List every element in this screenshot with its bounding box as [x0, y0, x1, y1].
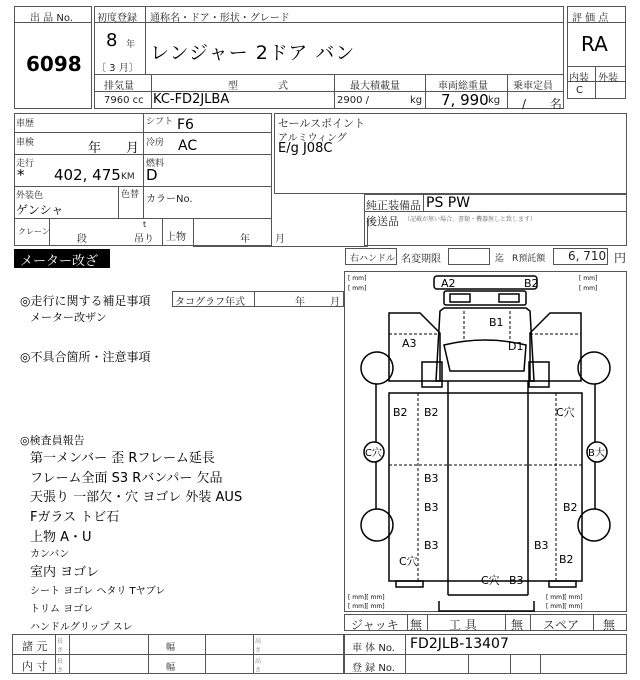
width-label: 幅: [166, 663, 176, 673]
spec-label: 諸 元: [22, 640, 48, 653]
jack-value: 無: [410, 618, 423, 632]
svg-text:B2: B2: [524, 277, 539, 290]
inspector-report-label: ◎検査員報告: [20, 434, 85, 447]
exterior-label: 外装: [598, 73, 618, 84]
height-label: 高さ: [255, 638, 262, 654]
mileage-supplement-label: ◎走行に関する補足事項: [20, 294, 151, 308]
model-label-1: 型: [228, 81, 238, 92]
svg-text:B3: B3: [424, 501, 439, 514]
svg-text:B3: B3: [424, 539, 439, 552]
interior-grade: C: [576, 85, 583, 96]
svg-text:[ mm][ mm]: [ mm][ mm]: [348, 594, 385, 601]
grade-score: RA: [581, 32, 608, 56]
svg-text:B2: B2: [563, 501, 578, 514]
first-registration-label: 初度登録: [97, 13, 137, 24]
spare-value: 無: [603, 618, 616, 632]
first-registration-month: 〔 3 月〕: [96, 63, 139, 74]
svg-text:C穴: C穴: [481, 574, 500, 587]
lot-number-label: 出 品 No.: [30, 13, 73, 24]
inspection-month: 月: [126, 141, 140, 156]
length-label: 長さ: [57, 638, 64, 654]
tool-label: 工 具: [449, 618, 477, 632]
model-code: KC-FD2JLBA: [153, 92, 230, 107]
displacement: 7960 cc: [104, 95, 144, 106]
svg-text:B3: B3: [424, 472, 439, 485]
sales-points-label: セールスポイント: [278, 117, 366, 130]
svg-text:[ mm]: [ mm]: [579, 275, 598, 282]
ac-label: 冷房: [146, 138, 165, 148]
report-line: トリム ヨゴレ: [30, 604, 94, 615]
genuine-equipment: PS PW: [426, 195, 471, 211]
history-label: 車歴: [16, 119, 35, 129]
svg-text:B1: B1: [489, 316, 504, 329]
svg-text:B2: B2: [424, 406, 439, 419]
inspection-year: 年: [88, 141, 102, 156]
height-label: 高さ: [255, 658, 262, 674]
report-line: ハンドルグリップ スレ: [30, 622, 133, 633]
width-label: 幅: [166, 643, 176, 653]
displacement-label: 排気量: [104, 81, 134, 92]
inspection-label: 車検: [16, 138, 35, 148]
body-label: 上物: [166, 232, 186, 243]
lot-number: 6098: [26, 52, 82, 76]
meter-tampered-banner: メーター改ざん車: [14, 249, 110, 268]
svg-text:B2: B2: [559, 553, 574, 566]
gross-weight: 7, 990: [441, 91, 489, 109]
color-change-label: 色替: [121, 190, 140, 200]
gross-weight-unit: kg: [488, 95, 501, 106]
report-line: 天張り 一部欠・穴 ヨゴレ 外装 AUS: [30, 490, 243, 505]
color-number-label: カラーNo.: [146, 194, 193, 205]
svg-text:[ mm]: [ mm]: [348, 285, 367, 292]
name-change-deadline: [448, 248, 490, 265]
crane-label: クレーン: [18, 227, 50, 236]
tachograph-label: タコグラフ年式: [175, 297, 245, 308]
svg-text:[ mm][ mm]: [ mm][ mm]: [348, 603, 385, 610]
tachograph-month: 月: [330, 297, 340, 308]
body-month: 月: [275, 234, 285, 245]
gross-weight-label: 車両総重量: [438, 81, 488, 92]
svg-text:C穴: C穴: [365, 448, 382, 459]
svg-text:[ mm][ mm]: [ mm][ mm]: [546, 603, 583, 610]
report-line: Fガラス トビ石: [30, 510, 120, 525]
svg-text:A2: A2: [441, 277, 456, 290]
svg-text:B大: B大: [588, 448, 605, 459]
report-line: カンバン: [30, 549, 70, 560]
capacity-label: 乗車定員: [513, 81, 553, 92]
color-label: 外装色: [16, 191, 44, 201]
max-load-label: 最大積載量: [350, 81, 400, 92]
chassis-number: FD2JLB-13407: [410, 636, 509, 652]
max-load: 2900 /: [337, 95, 369, 106]
max-load-unit: kg: [410, 95, 423, 106]
recycle-deposit-value: 6, 710: [568, 249, 607, 263]
year-unit: 年: [126, 40, 136, 50]
fuel-value: D: [146, 166, 158, 184]
report-line: 第一メンバー 歪 Rフレーム延長: [30, 451, 215, 466]
body-year: 年: [240, 234, 250, 245]
vehicle-name: レンジャー 2ドア バン: [150, 42, 356, 64]
crane-lift: 吊り: [134, 234, 154, 245]
length-label: 長さ: [57, 658, 64, 674]
svg-text:C穴: C穴: [399, 555, 418, 568]
registration-number-label: 登 録 No.: [352, 663, 395, 674]
svg-text:[ mm]: [ mm]: [579, 285, 598, 292]
interior-label: 内装: [569, 73, 589, 84]
svg-text:D1: D1: [508, 340, 524, 353]
mileage-mark: *: [17, 166, 25, 184]
genuine-equipment-label: 純正装備品: [366, 199, 421, 212]
spare-label: スペア: [543, 618, 580, 632]
svg-text:A3: A3: [402, 337, 417, 350]
sales-point-2: E/g J08C: [278, 141, 333, 156]
capacity: / 名: [522, 97, 572, 111]
recycle-deposit-label: R預託額: [512, 254, 546, 264]
tool-value: 無: [511, 618, 524, 632]
crane-ton: t: [143, 220, 147, 229]
crane-stage: 段: [77, 234, 87, 245]
vehicle-diagram: [344, 271, 627, 612]
first-registration-year: 8: [106, 30, 118, 51]
mileage-supplement-text: メーター改ザン: [30, 311, 107, 324]
shift-value: F6: [177, 117, 194, 133]
report-line: 上物 A・U: [30, 530, 92, 545]
name-change-label: 名変期限: [401, 254, 441, 265]
handle-side: 右ハンドル: [350, 254, 396, 264]
defects-label: ◎不具合箇所・注意事項: [20, 350, 151, 364]
svg-text:B3: B3: [534, 539, 549, 552]
until-label: 迄: [495, 254, 505, 264]
tachograph-year: 年: [295, 297, 305, 308]
shift-label: シフト: [146, 117, 174, 127]
later-items-label: 後送品: [366, 215, 399, 228]
mileage-unit: KM: [121, 172, 135, 182]
ac-value: AC: [178, 138, 198, 154]
chassis-number-label: 車 体 No.: [352, 643, 395, 654]
jack-label: ジャッキ: [351, 618, 399, 632]
mileage-value: 402, 475: [54, 166, 121, 184]
svg-text:[ mm][ mm]: [ mm][ mm]: [546, 594, 583, 601]
svg-text:C穴: C穴: [556, 406, 575, 419]
fuel-label: 燃料: [146, 159, 165, 169]
vehicle-name-label: 通称名・ドア・形状・グレード: [150, 13, 290, 24]
svg-text:B2: B2: [393, 406, 408, 419]
report-line: シート ヨゴレ ヘタリ Tヤブレ: [30, 586, 166, 597]
svg-text:[ mm]: [ mm]: [348, 275, 367, 282]
color-value: ゲンシャ: [16, 203, 64, 217]
svg-text:B3: B3: [509, 574, 524, 587]
yen-unit: 円: [614, 251, 627, 265]
later-items-note: （記載が無い場合、書類・機器無しと致します）: [404, 216, 537, 223]
report-line: フレーム全面 S3 Rバンパー 欠品: [30, 471, 223, 486]
inner-dimensions-label: 内 寸: [22, 660, 48, 673]
mileage-label: 走行: [16, 159, 35, 169]
report-line: 室内 ヨゴレ: [30, 565, 100, 580]
sales-point-1: アルミウィング: [278, 133, 347, 144]
model-label-2: 式: [278, 81, 288, 92]
grade-label: 評 価 点: [572, 13, 609, 24]
